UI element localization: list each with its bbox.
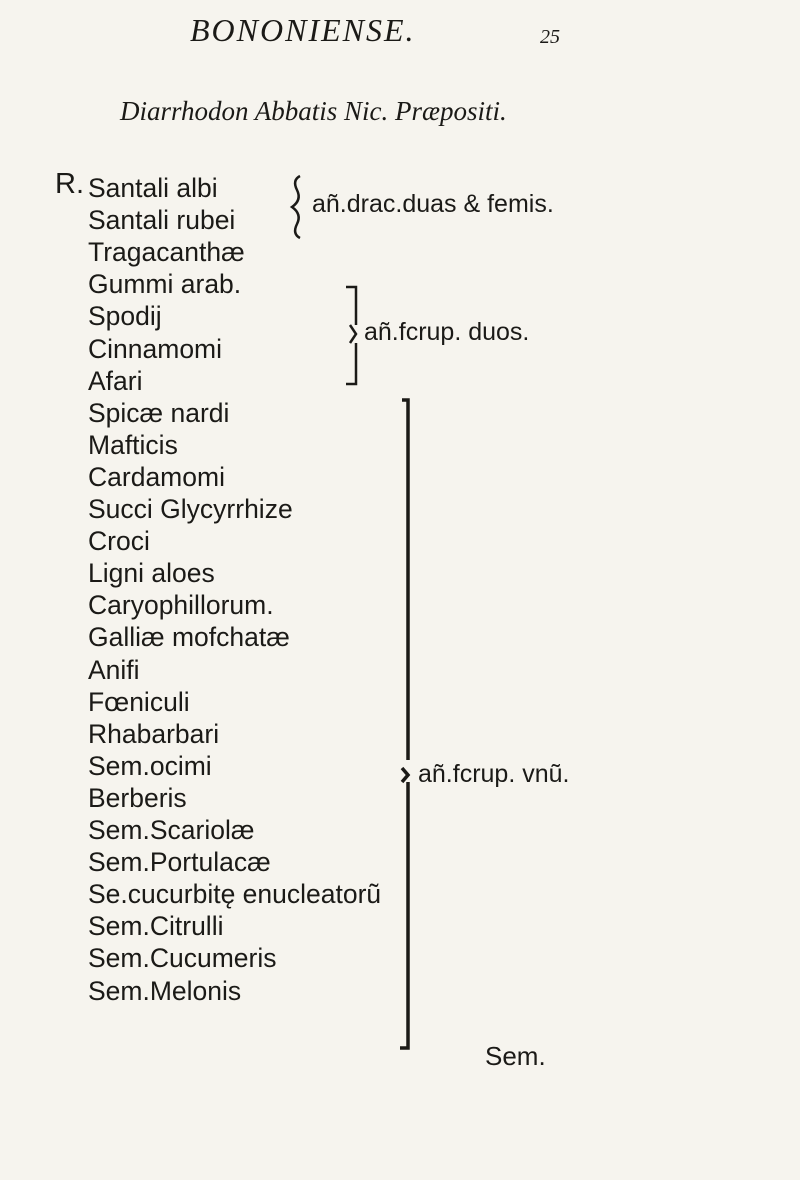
- ingredient-line: Gummi arab.: [88, 269, 242, 300]
- ingredient-line: Santali albi: [88, 173, 218, 203]
- ingredient-line: Succi Glycyrrhize: [88, 494, 293, 524]
- ingredient-line: Cardamomi: [88, 461, 225, 492]
- ingredient-line: Sem.Melonis: [88, 975, 242, 1006]
- recipe-title: Diarrhodon Abbatis Nic. Præpositi.: [120, 96, 507, 126]
- ingredient-line: Sem.Portulacæ: [88, 847, 271, 878]
- ingredient-line: Sem.Citrulli: [88, 911, 224, 942]
- recipe-mark: R.: [55, 168, 84, 200]
- ingredient-line: Caryophillorum.: [88, 590, 274, 621]
- ingredient-line: Cinnamomi: [88, 333, 223, 364]
- catchword: Sem.: [485, 1041, 546, 1071]
- ingredient-line: Sem.Cucumeris: [88, 943, 277, 974]
- ingredient-line: Anifi: [88, 654, 140, 685]
- bracket-group-2: [346, 287, 356, 384]
- ingredient-line: Croci: [88, 526, 150, 557]
- ingredient-line: Berberis: [88, 782, 187, 813]
- ingredient-line: Tragacanthæ: [88, 237, 245, 268]
- bracket-group-3: [400, 400, 408, 1048]
- ingredient-line: Spodij: [88, 301, 162, 332]
- dose-group-2: añ.fcrup. duos.: [364, 318, 530, 346]
- ingredient-line: Mafticis: [88, 429, 178, 460]
- ingredient-line: Galliæ mofchatæ: [88, 622, 290, 653]
- ingredient-line: Se.cucurbitę enucleatorũ: [88, 879, 382, 910]
- page-number: 25: [540, 26, 560, 48]
- ingredient-line: Spicæ nardi: [88, 397, 230, 428]
- ingredient-line: Sem.Scariolæ: [88, 815, 255, 845]
- dose-group-3: añ.fcrup. vnũ.: [418, 760, 570, 788]
- ingredient-line: Fœniculi: [88, 686, 190, 717]
- ingredient-line: Santali rubei: [88, 205, 236, 236]
- ingredient-line: Rhabarbari: [88, 718, 220, 749]
- running-head: BONONIENSE.: [190, 12, 416, 48]
- ingredient-line: Sem.ocimi: [88, 750, 212, 781]
- brace-group-1: [292, 176, 300, 238]
- ingredient-line: Ligni aloes: [88, 558, 215, 589]
- dose-group-1: añ.drac.duas & femis.: [312, 190, 554, 218]
- ingredient-line: Afari: [88, 365, 143, 396]
